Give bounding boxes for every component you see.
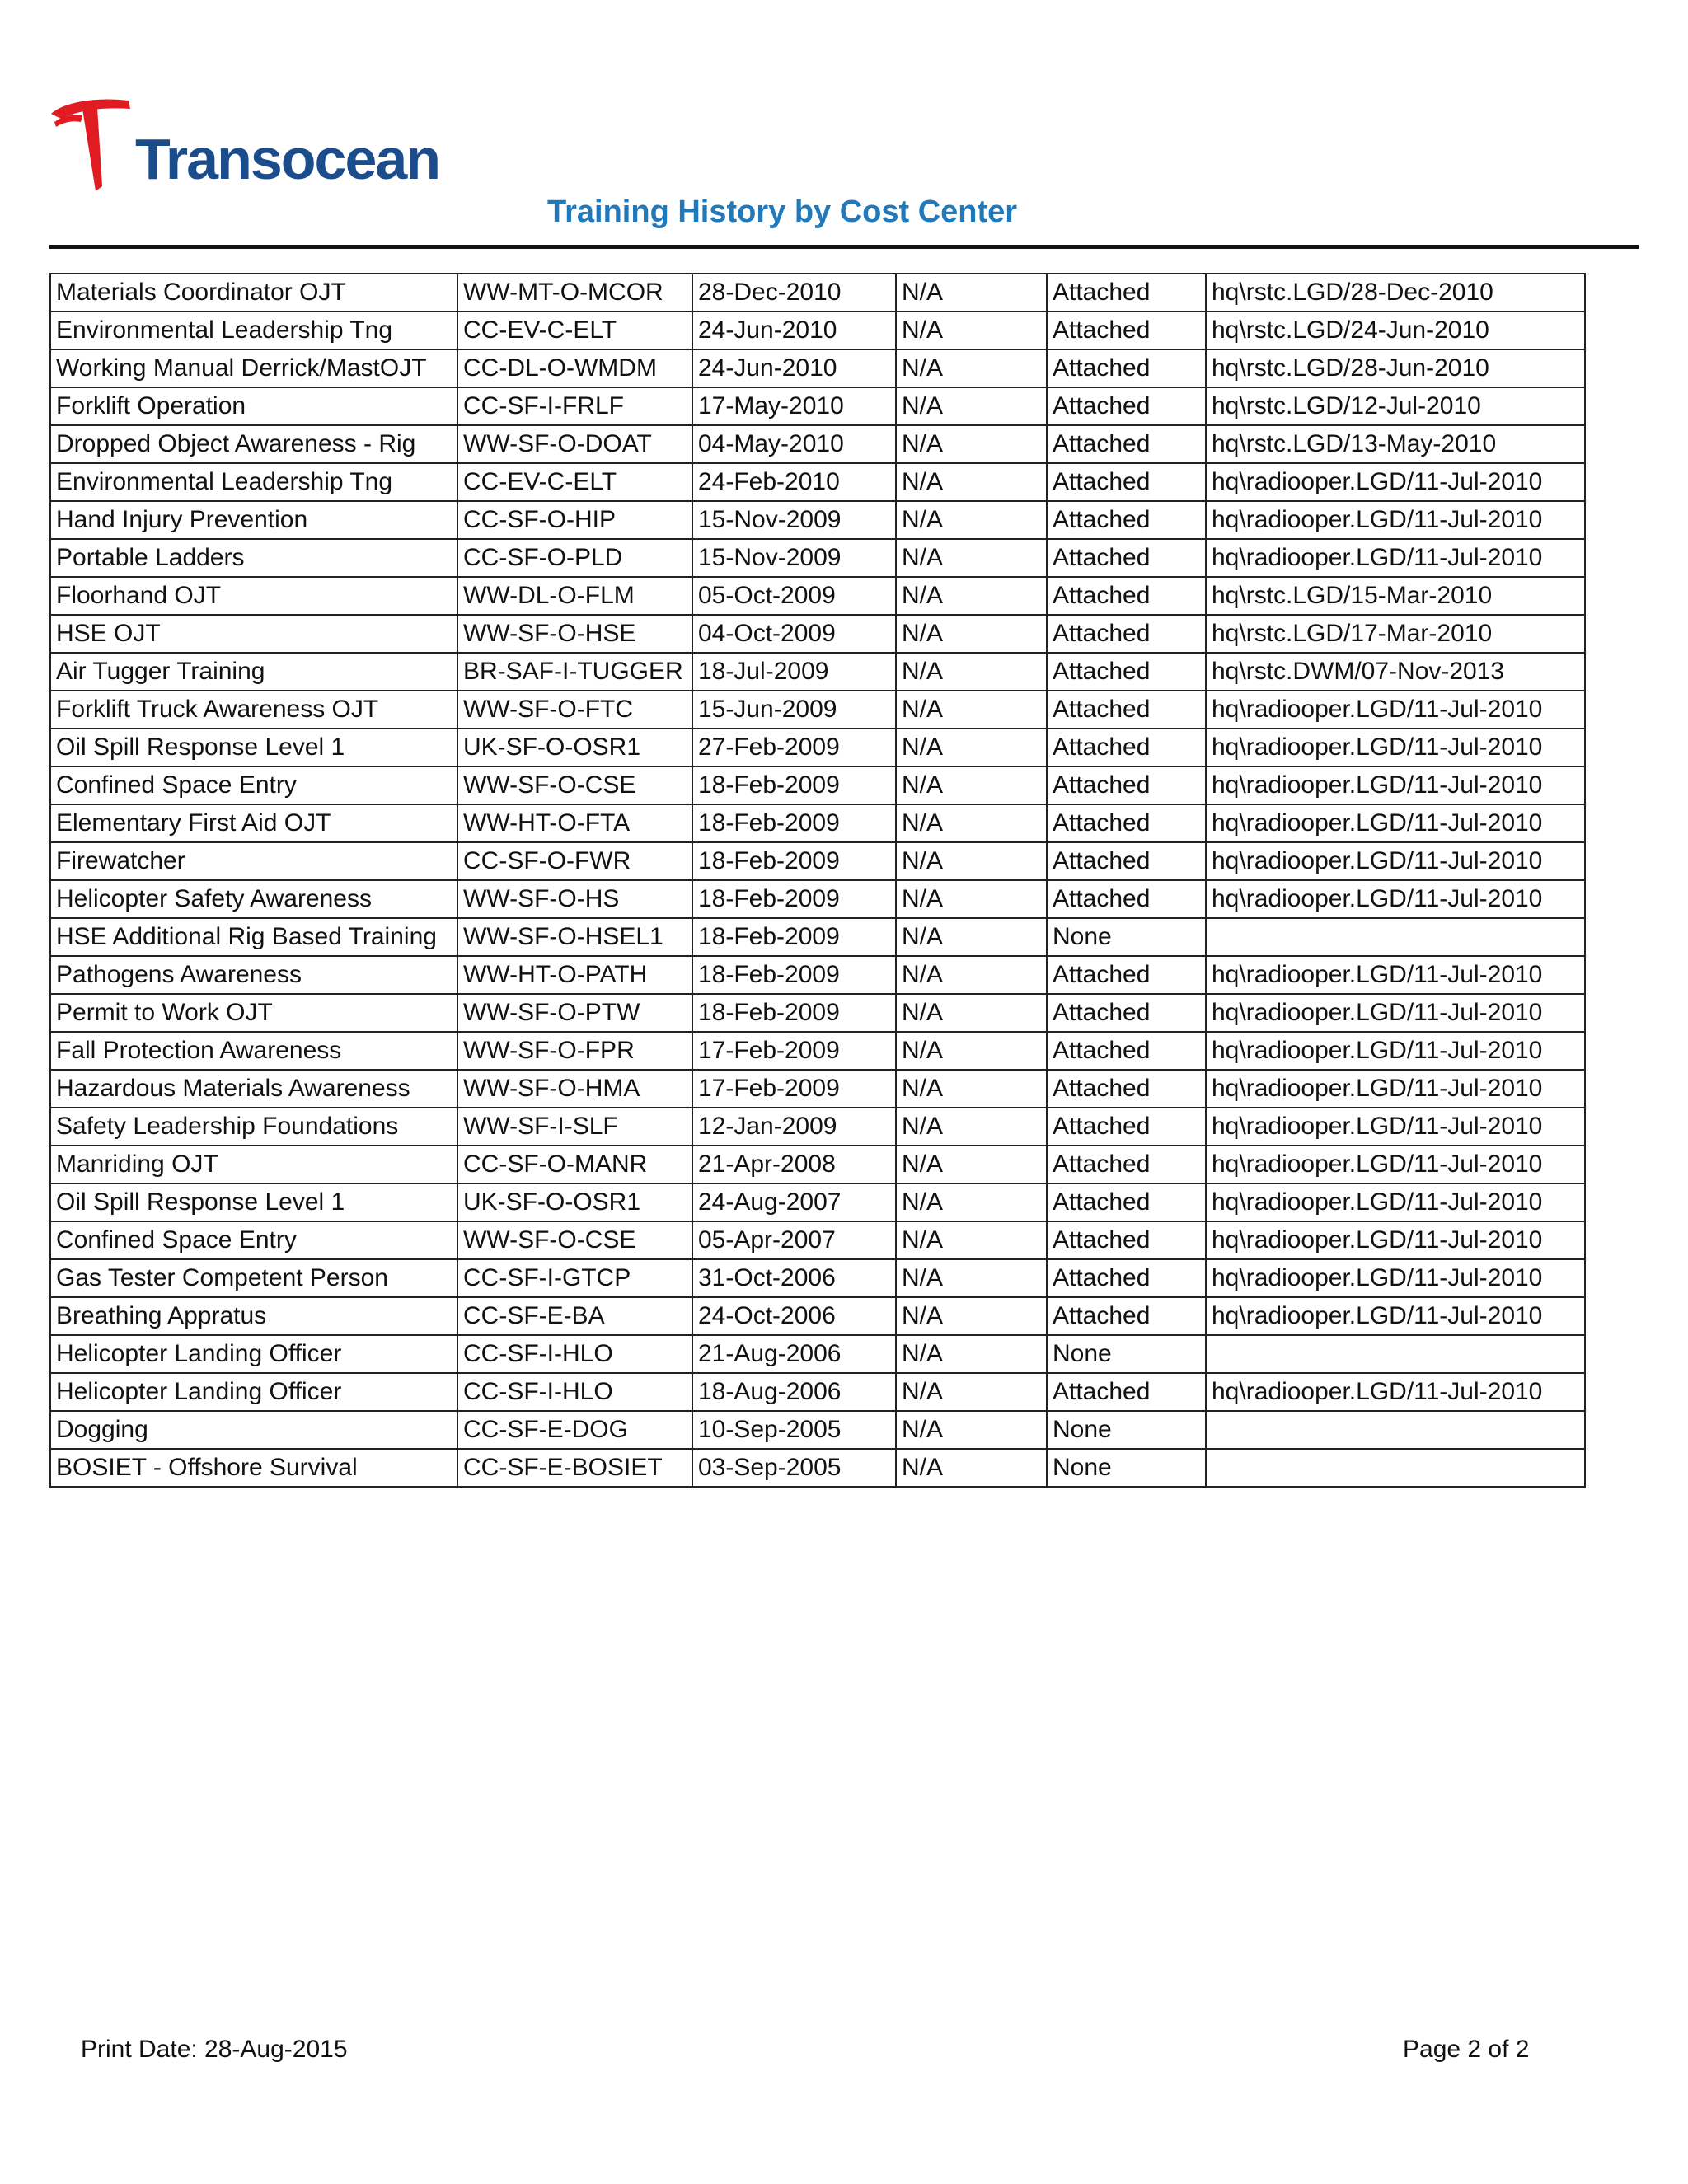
expiry-cell: N/A <box>896 1183 1047 1221</box>
certificate-status-cell: Attached <box>1047 501 1206 539</box>
certificate-status-cell: None <box>1047 1335 1206 1373</box>
course-code-cell: CC-SF-O-PLD <box>457 539 692 577</box>
expiry-cell: N/A <box>896 804 1047 842</box>
certificate-status-cell: Attached <box>1047 842 1206 880</box>
expiry-cell: N/A <box>896 1449 1047 1487</box>
transocean-logo <box>49 97 478 196</box>
table-row <box>50 312 1585 349</box>
expiry-cell: N/A <box>896 766 1047 804</box>
completion-date-cell: 05-Oct-2009 <box>692 577 896 615</box>
certificate-status-cell: Attached <box>1047 1259 1206 1297</box>
completion-date-cell: 17-Feb-2009 <box>692 1070 896 1108</box>
course-name-cell: Hand Injury Prevention <box>50 501 457 539</box>
table-row <box>50 1221 1585 1259</box>
entered-by-cell: hq\radiooper.LGD/11-Jul-2010 <box>1206 539 1585 577</box>
table-row <box>50 880 1585 918</box>
entered-by-cell: hq\rstc.DWM/07-Nov-2013 <box>1206 653 1585 691</box>
course-code-cell: CC-SF-I-HLO <box>457 1335 692 1373</box>
course-code-cell: WW-DL-O-FLM <box>457 577 692 615</box>
expiry-cell: N/A <box>896 1108 1047 1146</box>
expiry-cell: N/A <box>896 312 1047 349</box>
certificate-status-cell: None <box>1047 1411 1206 1449</box>
table-row <box>50 691 1585 729</box>
expiry-cell: N/A <box>896 1146 1047 1183</box>
certificate-status-cell: Attached <box>1047 1108 1206 1146</box>
certificate-status-cell: Attached <box>1047 766 1206 804</box>
certificate-status-cell: Attached <box>1047 349 1206 387</box>
entered-by-cell: hq\radiooper.LGD/11-Jul-2010 <box>1206 729 1585 766</box>
entered-by-cell: hq\rstc.LGD/28-Jun-2010 <box>1206 349 1585 387</box>
entered-by-cell: hq\radiooper.LGD/11-Jul-2010 <box>1206 501 1585 539</box>
entered-by-cell: hq\radiooper.LGD/11-Jul-2010 <box>1206 1032 1585 1070</box>
course-name-cell: Pathogens Awareness <box>50 956 457 994</box>
completion-date-cell: 28-Dec-2010 <box>692 274 896 312</box>
course-name-cell: Portable Ladders <box>50 539 457 577</box>
certificate-status-cell: Attached <box>1047 387 1206 425</box>
completion-date-cell: 15-Nov-2009 <box>692 501 896 539</box>
expiry-cell: N/A <box>896 956 1047 994</box>
entered-by-cell: hq\radiooper.LGD/11-Jul-2010 <box>1206 766 1585 804</box>
certificate-status-cell: Attached <box>1047 1373 1206 1411</box>
table-row <box>50 1032 1585 1070</box>
course-code-cell: CC-EV-C-ELT <box>457 312 692 349</box>
completion-date-cell: 18-Feb-2009 <box>692 994 896 1032</box>
certificate-status-cell: Attached <box>1047 956 1206 994</box>
table-row <box>50 842 1585 880</box>
table-row <box>50 1146 1585 1183</box>
table-row <box>50 956 1585 994</box>
completion-date-cell: 05-Apr-2007 <box>692 1221 896 1259</box>
course-name-cell: Environmental Leadership Tng <box>50 312 457 349</box>
course-name-cell: Gas Tester Competent Person <box>50 1259 457 1297</box>
report-title: Training History by Cost Center <box>547 194 1018 229</box>
completion-date-cell: 15-Jun-2009 <box>692 691 896 729</box>
course-code-cell: WW-SF-O-HMA <box>457 1070 692 1108</box>
certificate-status-cell: Attached <box>1047 1032 1206 1070</box>
table-row <box>50 615 1585 653</box>
completion-date-cell: 24-Jun-2010 <box>692 349 896 387</box>
expiry-cell: N/A <box>896 577 1047 615</box>
entered-by-cell: hq\rstc.LGD/15-Mar-2010 <box>1206 577 1585 615</box>
course-code-cell: CC-SF-I-HLO <box>457 1373 692 1411</box>
course-code-cell: WW-SF-O-HSE <box>457 615 692 653</box>
header-divider <box>49 245 1639 249</box>
table-row <box>50 1108 1585 1146</box>
course-code-cell: CC-SF-E-BOSIET <box>457 1449 692 1487</box>
entered-by-cell: hq\rstc.LGD/28-Dec-2010 <box>1206 274 1585 312</box>
entered-by-cell: hq\radiooper.LGD/11-Jul-2010 <box>1206 691 1585 729</box>
certificate-status-cell: Attached <box>1047 1297 1206 1335</box>
course-code-cell: WW-SF-I-SLF <box>457 1108 692 1146</box>
course-name-cell: BOSIET - Offshore Survival <box>50 1449 457 1487</box>
course-code-cell: WW-SF-O-HSEL1 <box>457 918 692 956</box>
table-row <box>50 387 1585 425</box>
expiry-cell: N/A <box>896 1373 1047 1411</box>
course-name-cell: Confined Space Entry <box>50 766 457 804</box>
entered-by-cell: hq\radiooper.LGD/11-Jul-2010 <box>1206 956 1585 994</box>
course-name-cell: Safety Leadership Foundations <box>50 1108 457 1146</box>
table-row <box>50 349 1585 387</box>
course-name-cell: Helicopter Landing Officer <box>50 1373 457 1411</box>
table-row <box>50 1335 1585 1373</box>
course-code-cell: BR-SAF-I-TUGGER <box>457 653 692 691</box>
course-code-cell: UK-SF-O-OSR1 <box>457 729 692 766</box>
course-code-cell: CC-EV-C-ELT <box>457 463 692 501</box>
training-records-body <box>50 274 1585 1487</box>
certificate-status-cell: Attached <box>1047 1183 1206 1221</box>
expiry-cell: N/A <box>896 1411 1047 1449</box>
course-code-cell: CC-SF-O-HIP <box>457 501 692 539</box>
certificate-status-cell: Attached <box>1047 577 1206 615</box>
table-row <box>50 1373 1585 1411</box>
course-name-cell: Oil Spill Response Level 1 <box>50 1183 457 1221</box>
course-code-cell: WW-SF-O-CSE <box>457 766 692 804</box>
course-name-cell: Forklift Truck Awareness OJT <box>50 691 457 729</box>
course-code-cell: WW-HT-O-PATH <box>457 956 692 994</box>
entered-by-cell <box>1206 1335 1585 1373</box>
certificate-status-cell: Attached <box>1047 539 1206 577</box>
entered-by-cell: hq\radiooper.LGD/11-Jul-2010 <box>1206 1373 1585 1411</box>
completion-date-cell: 04-May-2010 <box>692 425 896 463</box>
expiry-cell: N/A <box>896 501 1047 539</box>
completion-date-cell: 18-Feb-2009 <box>692 804 896 842</box>
completion-date-cell: 17-May-2010 <box>692 387 896 425</box>
course-name-cell: Breathing Appratus <box>50 1297 457 1335</box>
course-code-cell: UK-SF-O-OSR1 <box>457 1183 692 1221</box>
course-name-cell: HSE OJT <box>50 615 457 653</box>
entered-by-cell: hq\rstc.LGD/24-Jun-2010 <box>1206 312 1585 349</box>
course-code-cell: CC-SF-O-FWR <box>457 842 692 880</box>
completion-date-cell: 18-Aug-2006 <box>692 1373 896 1411</box>
expiry-cell: N/A <box>896 1297 1047 1335</box>
course-code-cell: CC-SF-E-DOG <box>457 1411 692 1449</box>
table-row <box>50 994 1585 1032</box>
expiry-cell: N/A <box>896 842 1047 880</box>
table-row <box>50 804 1585 842</box>
completion-date-cell: 04-Oct-2009 <box>692 615 896 653</box>
table-row <box>50 1070 1585 1108</box>
course-name-cell: Fall Protection Awareness <box>50 1032 457 1070</box>
table-row <box>50 539 1585 577</box>
expiry-cell: N/A <box>896 994 1047 1032</box>
course-name-cell: Materials Coordinator OJT <box>50 274 457 312</box>
expiry-cell: N/A <box>896 1335 1047 1373</box>
completion-date-cell: 31-Oct-2006 <box>692 1259 896 1297</box>
course-code-cell: WW-SF-O-DOAT <box>457 425 692 463</box>
certificate-status-cell: Attached <box>1047 994 1206 1032</box>
entered-by-cell: hq\radiooper.LGD/11-Jul-2010 <box>1206 1146 1585 1183</box>
expiry-cell: N/A <box>896 274 1047 312</box>
expiry-cell: N/A <box>896 691 1047 729</box>
completion-date-cell: 12-Jan-2009 <box>692 1108 896 1146</box>
expiry-cell: N/A <box>896 1221 1047 1259</box>
logo-wordmark: Transocean <box>135 127 440 191</box>
course-name-cell: Forklift Operation <box>50 387 457 425</box>
course-code-cell: WW-SF-O-FPR <box>457 1032 692 1070</box>
course-name-cell: Oil Spill Response Level 1 <box>50 729 457 766</box>
entered-by-cell <box>1206 1449 1585 1487</box>
table-row <box>50 1259 1585 1297</box>
completion-date-cell: 18-Feb-2009 <box>692 918 896 956</box>
table-row <box>50 501 1585 539</box>
expiry-cell: N/A <box>896 539 1047 577</box>
course-name-cell: Dropped Object Awareness - Rig <box>50 425 457 463</box>
completion-date-cell: 15-Nov-2009 <box>692 539 896 577</box>
completion-date-cell: 18-Jul-2009 <box>692 653 896 691</box>
course-name-cell: Dogging <box>50 1411 457 1449</box>
completion-date-cell: 17-Feb-2009 <box>692 1032 896 1070</box>
entered-by-cell: hq\radiooper.LGD/11-Jul-2010 <box>1206 1183 1585 1221</box>
completion-date-cell: 24-Feb-2010 <box>692 463 896 501</box>
table-row <box>50 918 1585 956</box>
expiry-cell: N/A <box>896 1259 1047 1297</box>
entered-by-cell: hq\radiooper.LGD/11-Jul-2010 <box>1206 1259 1585 1297</box>
expiry-cell: N/A <box>896 615 1047 653</box>
table-row <box>50 1411 1585 1449</box>
entered-by-cell: hq\radiooper.LGD/11-Jul-2010 <box>1206 1108 1585 1146</box>
course-code-cell: WW-SF-O-PTW <box>457 994 692 1032</box>
expiry-cell: N/A <box>896 1032 1047 1070</box>
certificate-status-cell: Attached <box>1047 425 1206 463</box>
course-name-cell: HSE Additional Rig Based Training <box>50 918 457 956</box>
table-row <box>50 425 1585 463</box>
completion-date-cell: 24-Aug-2007 <box>692 1183 896 1221</box>
course-code-cell: CC-SF-O-MANR <box>457 1146 692 1183</box>
course-code-cell: WW-MT-O-MCOR <box>457 274 692 312</box>
certificate-status-cell: Attached <box>1047 1146 1206 1183</box>
entered-by-cell: hq\radiooper.LGD/11-Jul-2010 <box>1206 1221 1585 1259</box>
course-name-cell: Environmental Leadership Tng <box>50 463 457 501</box>
certificate-status-cell: Attached <box>1047 1070 1206 1108</box>
expiry-cell: N/A <box>896 729 1047 766</box>
completion-date-cell: 18-Feb-2009 <box>692 766 896 804</box>
table-row <box>50 1183 1585 1221</box>
certificate-status-cell: Attached <box>1047 274 1206 312</box>
entered-by-cell: hq\radiooper.LGD/11-Jul-2010 <box>1206 1070 1585 1108</box>
completion-date-cell: 27-Feb-2009 <box>692 729 896 766</box>
course-code-cell: CC-DL-O-WMDM <box>457 349 692 387</box>
completion-date-cell: 03-Sep-2005 <box>692 1449 896 1487</box>
page-number: Page 2 of 2 <box>1403 2036 1530 2063</box>
table-row <box>50 1297 1585 1335</box>
expiry-cell: N/A <box>896 425 1047 463</box>
entered-by-cell: hq\radiooper.LGD/11-Jul-2010 <box>1206 994 1585 1032</box>
certificate-status-cell: None <box>1047 1449 1206 1487</box>
certificate-status-cell: Attached <box>1047 691 1206 729</box>
entered-by-cell: hq\radiooper.LGD/11-Jul-2010 <box>1206 463 1585 501</box>
course-name-cell: Helicopter Landing Officer <box>50 1335 457 1373</box>
completion-date-cell: 18-Feb-2009 <box>692 842 896 880</box>
certificate-status-cell: Attached <box>1047 653 1206 691</box>
entered-by-cell <box>1206 1411 1585 1449</box>
completion-date-cell: 18-Feb-2009 <box>692 956 896 994</box>
course-name-cell: Manriding OJT <box>50 1146 457 1183</box>
course-name-cell: Confined Space Entry <box>50 1221 457 1259</box>
course-name-cell: Helicopter Safety Awareness <box>50 880 457 918</box>
course-name-cell: Floorhand OJT <box>50 577 457 615</box>
certificate-status-cell: Attached <box>1047 804 1206 842</box>
course-name-cell: Working Manual Derrick/MastOJT <box>50 349 457 387</box>
certificate-status-cell: Attached <box>1047 1221 1206 1259</box>
course-name-cell: Elementary First Aid OJT <box>50 804 457 842</box>
entered-by-cell: hq\radiooper.LGD/11-Jul-2010 <box>1206 880 1585 918</box>
course-code-cell: CC-SF-I-GTCP <box>457 1259 692 1297</box>
course-name-cell: Air Tugger Training <box>50 653 457 691</box>
entered-by-cell: hq\rstc.LGD/13-May-2010 <box>1206 425 1585 463</box>
entered-by-cell <box>1206 918 1585 956</box>
table-row <box>50 766 1585 804</box>
entered-by-cell: hq\radiooper.LGD/11-Jul-2010 <box>1206 842 1585 880</box>
transocean-t-mark-icon <box>49 97 148 196</box>
course-code-cell: WW-SF-O-FTC <box>457 691 692 729</box>
completion-date-cell: 18-Feb-2009 <box>692 880 896 918</box>
print-date: Print Date: 28-Aug-2015 <box>81 2036 348 2063</box>
table-row <box>50 729 1585 766</box>
certificate-status-cell: Attached <box>1047 312 1206 349</box>
table-row <box>50 1449 1585 1487</box>
completion-date-cell: 24-Jun-2010 <box>692 312 896 349</box>
expiry-cell: N/A <box>896 349 1047 387</box>
certificate-status-cell: Attached <box>1047 729 1206 766</box>
course-code-cell: WW-SF-O-HS <box>457 880 692 918</box>
course-code-cell: CC-SF-E-BA <box>457 1297 692 1335</box>
course-code-cell: WW-HT-O-FTA <box>457 804 692 842</box>
course-name-cell: Permit to Work OJT <box>50 994 457 1032</box>
table-row <box>50 577 1585 615</box>
completion-date-cell: 10-Sep-2005 <box>692 1411 896 1449</box>
table-row <box>50 653 1585 691</box>
certificate-status-cell: Attached <box>1047 615 1206 653</box>
expiry-cell: N/A <box>896 880 1047 918</box>
expiry-cell: N/A <box>896 387 1047 425</box>
expiry-cell: N/A <box>896 918 1047 956</box>
training-records-table <box>49 273 1586 1488</box>
completion-date-cell: 21-Apr-2008 <box>692 1146 896 1183</box>
entered-by-cell: hq\rstc.LGD/12-Jul-2010 <box>1206 387 1585 425</box>
table-row <box>50 274 1585 312</box>
entered-by-cell: hq\rstc.LGD/17-Mar-2010 <box>1206 615 1585 653</box>
course-name-cell: Firewatcher <box>50 842 457 880</box>
entered-by-cell: hq\radiooper.LGD/11-Jul-2010 <box>1206 804 1585 842</box>
certificate-status-cell: Attached <box>1047 880 1206 918</box>
expiry-cell: N/A <box>896 653 1047 691</box>
course-code-cell: CC-SF-I-FRLF <box>457 387 692 425</box>
entered-by-cell: hq\radiooper.LGD/11-Jul-2010 <box>1206 1297 1585 1335</box>
completion-date-cell: 21-Aug-2006 <box>692 1335 896 1373</box>
table-row <box>50 463 1585 501</box>
certificate-status-cell: None <box>1047 918 1206 956</box>
expiry-cell: N/A <box>896 1070 1047 1108</box>
completion-date-cell: 24-Oct-2006 <box>692 1297 896 1335</box>
expiry-cell: N/A <box>896 463 1047 501</box>
course-name-cell: Hazardous Materials Awareness <box>50 1070 457 1108</box>
certificate-status-cell: Attached <box>1047 463 1206 501</box>
course-code-cell: WW-SF-O-CSE <box>457 1221 692 1259</box>
